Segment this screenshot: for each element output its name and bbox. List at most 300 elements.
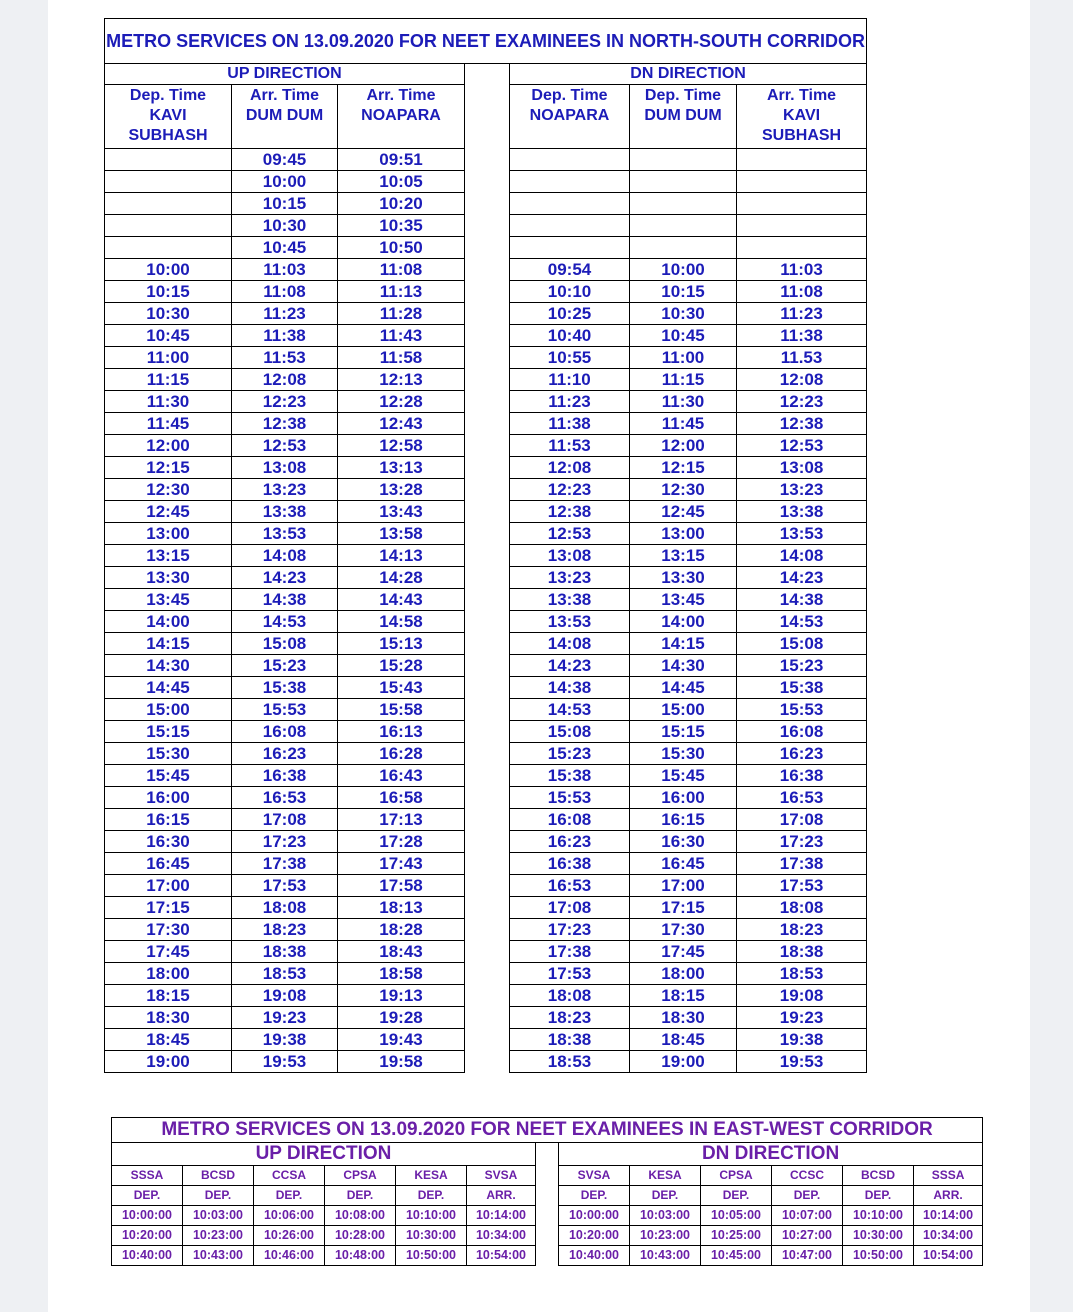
table-row [105,589,867,611]
table-cell: 12:38 [737,413,867,435]
table-cell: 13:38 [510,589,630,611]
table-cell: 18:28 [338,919,465,941]
table-cell: 13:15 [630,545,737,567]
table-cell: 10:50:00 [843,1246,914,1266]
table-cell: 10:10:00 [843,1206,914,1226]
table-cell [630,171,737,193]
ns-gap [465,611,510,633]
table-cell: 11:23 [737,303,867,325]
ns-gap [465,303,510,325]
table-cell: 13:53 [510,611,630,633]
table-cell: 16:08 [510,809,630,831]
ns-gap [465,831,510,853]
ns-gap [465,743,510,765]
ns-gap [465,941,510,963]
table-cell: 14:38 [232,589,338,611]
ew-station-row-cell: KESA [630,1166,701,1186]
table-row [105,1007,867,1029]
ew-station-row-cell: KESA [396,1166,467,1186]
ns-gap [465,413,510,435]
ew-gap [536,1206,559,1226]
table-cell [737,237,867,259]
table-cell: 11:08 [232,281,338,303]
table-cell: 11:45 [105,413,232,435]
table-cell: 14:08 [737,545,867,567]
ew-type-row [112,1186,983,1206]
table-cell: 19:13 [338,985,465,1007]
table-cell: 11:45 [630,413,737,435]
ew-type-row-cell: DEP. [630,1186,701,1206]
table-cell: 10:46:00 [254,1246,325,1266]
table-cell: 19:53 [232,1051,338,1073]
ew-type-row-cell: ARR. [467,1186,536,1206]
table-cell: 10:14:00 [467,1206,536,1226]
table-cell: 10:43:00 [630,1246,701,1266]
table-row [105,171,867,193]
ns-column-header-line: SUBHASH [761,127,842,144]
table-cell: 11:00 [630,347,737,369]
ns-gap [465,677,510,699]
table-cell: 17:38 [510,941,630,963]
table-cell: 13:00 [105,523,232,545]
table-cell: 12:45 [105,501,232,523]
ns-gap [465,633,510,655]
table-cell: 15:58 [338,699,465,721]
table-cell: 14:15 [630,633,737,655]
table-row [105,787,867,809]
ew-type-row-cell: ARR. [914,1186,983,1206]
table-cell: 14:30 [105,655,232,677]
table-cell: 18:08 [232,897,338,919]
ns-column-header-line: Dep. Time [129,87,207,104]
table-cell: 18:38 [232,941,338,963]
ew-station-row-cell: SSSA [914,1166,983,1186]
table-cell: 13:30 [630,567,737,589]
table-row [105,501,867,523]
table-cell: 15:15 [105,721,232,743]
table-cell: 10:23:00 [630,1226,701,1246]
table-cell: 12:08 [737,369,867,391]
table-cell: 11:28 [338,303,465,325]
table-cell [630,149,737,171]
table-cell: 13:28 [338,479,465,501]
table-cell: 15:30 [630,743,737,765]
table-row [105,303,867,325]
table-cell: 12:23 [232,391,338,413]
table-cell: 13:08 [737,457,867,479]
table-cell: 11:23 [232,303,338,325]
ns-gap [465,985,510,1007]
table-cell: 19:23 [232,1007,338,1029]
table-cell: 14:15 [105,633,232,655]
table-cell: 12:43 [338,413,465,435]
table-cell: 14:30 [630,655,737,677]
table-cell: 10:26:00 [254,1226,325,1246]
table-cell: 10:25:00 [701,1226,772,1246]
table-cell: 17:23 [737,831,867,853]
table-cell: 10:20:00 [559,1226,630,1246]
table-cell: 17:53 [510,963,630,985]
table-cell: 10:30 [630,303,737,325]
table-cell: 17:28 [338,831,465,853]
table-cell: 10:43:00 [183,1246,254,1266]
table-cell: 14:23 [737,567,867,589]
table-cell: 18:30 [630,1007,737,1029]
ns-gap [465,85,510,149]
table-cell: 11:58 [338,347,465,369]
ns-gap [465,193,510,215]
table-cell: 18:15 [630,985,737,1007]
ew-type-row-cell: DEP. [559,1186,630,1206]
table-cell: 15:08 [232,633,338,655]
table-cell: 16:08 [232,721,338,743]
table-cell: 10:10 [510,281,630,303]
table-cell: 09:45 [232,149,338,171]
table-row [105,237,867,259]
table-row [105,985,867,1007]
table-cell: 10:05 [338,171,465,193]
ns-gap [465,963,510,985]
table-cell: 17:38 [232,853,338,875]
table-cell: 15:45 [630,765,737,787]
table-cell: 18:13 [338,897,465,919]
table-cell: 16:45 [105,853,232,875]
table-cell: 16:43 [338,765,465,787]
ns-gap [465,391,510,413]
table-cell: 13:45 [105,589,232,611]
ns-column-header-line: NOAPARA [529,107,610,124]
table-cell: 10:15 [232,193,338,215]
table-cell [105,171,232,193]
table-cell: 10:34:00 [467,1226,536,1246]
table-cell [510,171,630,193]
table-cell: 12:15 [630,457,737,479]
table-cell: 12:28 [338,391,465,413]
table-cell: 11:15 [105,369,232,391]
table-cell: 10:40 [510,325,630,347]
ns-gap [465,897,510,919]
ns-gap [465,919,510,941]
table-cell: 16:38 [510,853,630,875]
table-cell: 18:23 [232,919,338,941]
table-cell: 18:53 [737,963,867,985]
table-cell: 16:23 [737,743,867,765]
table-cell: 12:08 [510,457,630,479]
ew-type-row-cell: DEP. [112,1186,183,1206]
north-south-timetable [104,18,867,1073]
table-cell: 11:15 [630,369,737,391]
ew-station-row-cell: SSSA [112,1166,183,1186]
table-row [105,369,867,391]
ew-station-row-cell: SVSA [467,1166,536,1186]
ew-type-row-cell: DEP. [183,1186,254,1206]
table-cell: 18:30 [105,1007,232,1029]
table-cell: 17:43 [338,853,465,875]
table-cell: 12:53 [737,435,867,457]
ew-station-row-cell: CCSA [254,1166,325,1186]
table-cell: 18:38 [737,941,867,963]
table-cell: 10:45 [630,325,737,347]
table-cell: 12:23 [510,479,630,501]
table-cell: 14:58 [338,611,465,633]
table-row [105,567,867,589]
table-row [105,149,867,171]
ew-station-row [112,1166,983,1186]
table-cell: 18:00 [105,963,232,985]
ew-type-row-cell: DEP. [772,1186,843,1206]
ew-station-row-cell: CPSA [701,1166,772,1186]
ns-column-header-line: DUM DUM [245,107,324,124]
table-row [105,259,867,281]
table-cell [510,215,630,237]
table-cell: 10:03:00 [630,1206,701,1226]
table-cell: 14:23 [232,567,338,589]
ew-type-row-cell: DEP. [843,1186,914,1206]
ns-column-header-line: KAVI [783,107,821,124]
table-cell: 18:43 [338,941,465,963]
table-cell: 10:00 [105,259,232,281]
table-cell: 18:38 [510,1029,630,1051]
table-cell: 18:08 [737,897,867,919]
table-row [105,699,867,721]
table-cell: 11:38 [737,325,867,347]
ew-gap [536,1143,559,1166]
table-cell: 09:54 [510,259,630,281]
ew-station-row-cell: CPSA [325,1166,396,1186]
table-cell: 13:30 [105,567,232,589]
ns-column-header [510,85,630,149]
table-row [105,215,867,237]
table-cell: 16:45 [630,853,737,875]
table-cell: 17:08 [737,809,867,831]
table-cell: 11:10 [510,369,630,391]
table-cell: 16:13 [338,721,465,743]
table-cell: 14:23 [510,655,630,677]
ns-gap [465,435,510,457]
ns-gap [465,655,510,677]
table-cell: 17:08 [232,809,338,831]
table-cell: 18:58 [338,963,465,985]
table-cell: 10:03:00 [183,1206,254,1226]
table-cell: 15:08 [510,721,630,743]
table-cell: 12:45 [630,501,737,523]
table-cell: 14:43 [338,589,465,611]
table-cell: 15:43 [338,677,465,699]
ew-station-row-cell: SVSA [559,1166,630,1186]
table-row [105,347,867,369]
table-cell: 10:23:00 [183,1226,254,1246]
table-row [105,391,867,413]
table-cell: 18:53 [510,1051,630,1073]
ns-gap [465,347,510,369]
table-cell: 19:38 [737,1029,867,1051]
table-cell: 14:00 [105,611,232,633]
table-cell: 10:20 [338,193,465,215]
table-cell: 15:23 [510,743,630,765]
table-cell: 16:23 [232,743,338,765]
table-cell: 10:14:00 [914,1206,983,1226]
table-cell: 13:08 [232,457,338,479]
ns-gap [465,721,510,743]
table-cell: 16:23 [510,831,630,853]
table-row [112,1206,983,1226]
table-cell: 17:30 [630,919,737,941]
table-cell: 12:30 [105,479,232,501]
table-row [105,875,867,897]
table-cell: 12:08 [232,369,338,391]
table-cell: 15:00 [630,699,737,721]
table-cell: 11:30 [630,391,737,413]
ew-type-row-cell: DEP. [325,1186,396,1206]
table-cell: 16:53 [737,787,867,809]
table-cell: 18:00 [630,963,737,985]
ns-gap [465,523,510,545]
table-cell: 10:00 [232,171,338,193]
table-cell: 14:53 [232,611,338,633]
table-cell: 17:45 [630,941,737,963]
ns-gap [465,1007,510,1029]
table-cell: 10:45 [232,237,338,259]
table-cell [105,237,232,259]
table-cell: 10:25 [510,303,630,325]
table-cell: 10:05:00 [701,1206,772,1226]
table-row [105,545,867,567]
table-cell: 19:38 [232,1029,338,1051]
table-cell: 10:35 [338,215,465,237]
table-row [105,677,867,699]
table-cell: 13:53 [737,523,867,545]
table-cell: 19:08 [737,985,867,1007]
table-cell: 17:58 [338,875,465,897]
table-cell: 10:00 [630,259,737,281]
table-cell: 15:38 [510,765,630,787]
table-row [105,479,867,501]
ns-column-header [338,85,465,149]
table-cell [737,149,867,171]
table-cell: 16:00 [630,787,737,809]
table-row [105,193,867,215]
table-cell: 12:13 [338,369,465,391]
table-cell: 13:43 [338,501,465,523]
table-row [105,1029,867,1051]
table-cell: 11:13 [338,281,465,303]
table-cell [510,149,630,171]
ns-gap [465,479,510,501]
ns-gap [465,64,510,85]
table-cell: 19:43 [338,1029,465,1051]
ns-up-direction-label: UP DIRECTION [105,64,465,85]
table-cell [737,215,867,237]
ew-gap [536,1226,559,1246]
table-cell: 16:08 [737,721,867,743]
table-cell: 10:45 [105,325,232,347]
ns-column-header-line: Dep. Time [644,87,722,104]
table-cell: 11:30 [105,391,232,413]
table-cell: 16:58 [338,787,465,809]
table-cell: 17:38 [737,853,867,875]
table-cell: 17:23 [510,919,630,941]
table-cell: 17:30 [105,919,232,941]
ns-column-header [232,85,338,149]
ns-gap [465,809,510,831]
table-cell: 14:53 [510,699,630,721]
table-cell: 15:38 [737,677,867,699]
table-row [105,457,867,479]
table-cell: 17:15 [105,897,232,919]
table-cell: 18:23 [510,1007,630,1029]
table-cell: 10:28:00 [325,1226,396,1246]
table-cell: 17:08 [510,897,630,919]
ns-gap [465,545,510,567]
table-cell: 13:00 [630,523,737,545]
table-cell: 10:15 [630,281,737,303]
ew-title: METRO SERVICES ON 13.09.2020 FOR NEET EXAMINEES IN EAST-WEST CORRIDOR [112,1118,983,1143]
table-cell [630,193,737,215]
table-cell: 10:34:00 [914,1226,983,1246]
ew-type-row-cell: DEP. [396,1186,467,1206]
table-cell: 11:08 [737,281,867,303]
table-cell: 17:53 [737,875,867,897]
table-row [105,831,867,853]
table-cell: 11:03 [232,259,338,281]
table-cell: 10:00:00 [112,1206,183,1226]
table-cell: 19:58 [338,1051,465,1073]
table-cell: 13:38 [232,501,338,523]
table-cell [737,171,867,193]
table-cell: 14:45 [630,677,737,699]
table-cell: 16:00 [105,787,232,809]
table-cell: 09:51 [338,149,465,171]
ns-gap [465,325,510,347]
table-cell: 14:38 [737,589,867,611]
ns-column-header-line: NOAPARA [361,107,441,124]
table-cell: 10:30:00 [396,1226,467,1246]
table-cell: 14:08 [510,633,630,655]
table-cell: 10:15 [105,281,232,303]
table-cell: 10:27:00 [772,1226,843,1246]
table-row [105,435,867,457]
table-cell: 12:58 [338,435,465,457]
table-cell: 10:06:00 [254,1206,325,1226]
ew-gap [536,1246,559,1266]
ns-gap [465,149,510,171]
table-cell: 19:23 [737,1007,867,1029]
table-cell: 13:23 [510,567,630,589]
table-cell: 10:30:00 [843,1226,914,1246]
table-cell: 12:53 [232,435,338,457]
table-cell: 12:15 [105,457,232,479]
table-row [112,1226,983,1246]
table-cell: 17:00 [630,875,737,897]
table-cell [630,237,737,259]
table-cell: 15:28 [338,655,465,677]
table-cell: 12:53 [510,523,630,545]
ns-gap [465,853,510,875]
table-cell: 15:30 [105,743,232,765]
table-cell: 17:23 [232,831,338,853]
ns-column-header-line: Arr. Time [249,87,320,104]
table-cell: 10:54:00 [467,1246,536,1266]
ns-gap [465,369,510,391]
table-cell: 10:50:00 [396,1246,467,1266]
table-cell: 14:28 [338,567,465,589]
table-cell: 11:38 [510,413,630,435]
table-cell: 19:08 [232,985,338,1007]
table-cell: 10:10:00 [396,1206,467,1226]
table-cell: 10:40:00 [112,1246,183,1266]
ew-station-row-cell: CCSC [772,1166,843,1186]
table-cell: 16:53 [510,875,630,897]
